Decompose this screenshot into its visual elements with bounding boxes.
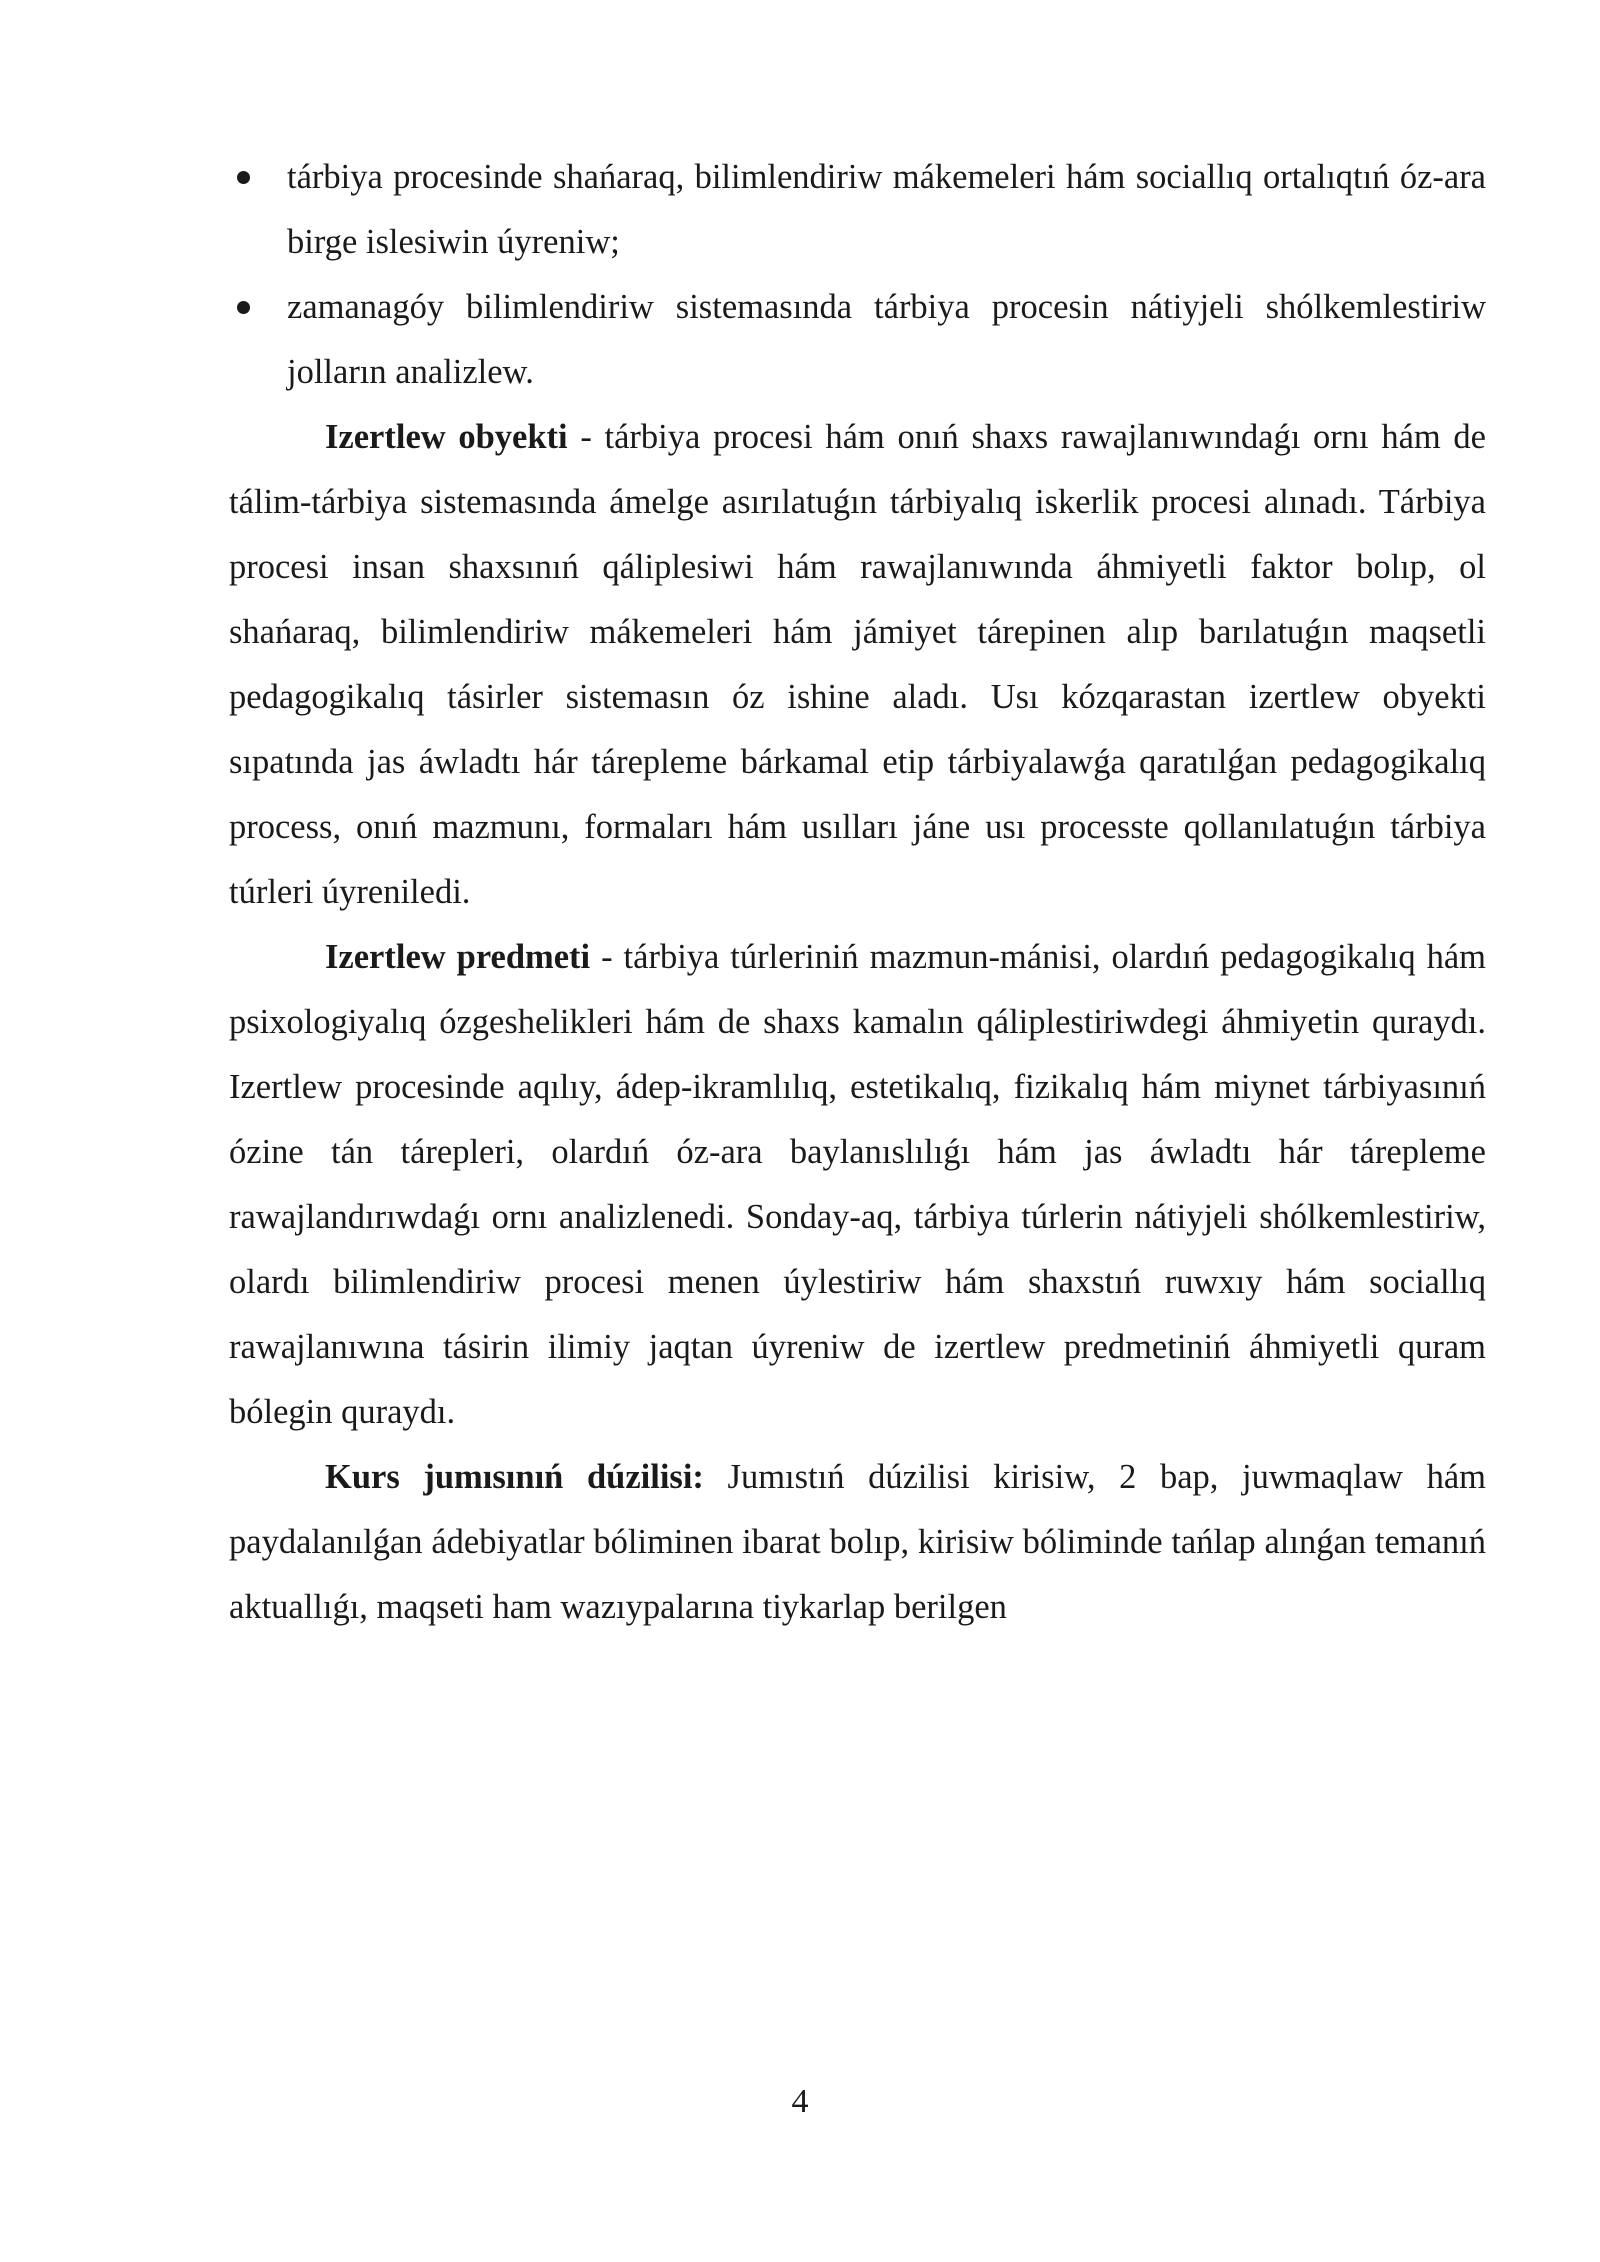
- bullet-text: zamanagóy bilimlendiriw sistemasında tárbiya procesin nátiyjeli shólkemlestiriw jolların analizlew.: [287, 288, 1486, 391]
- bullet-list: [229, 145, 1486, 405]
- research-object-paragraph: [229, 405, 1486, 925]
- bullet-icon: [237, 171, 250, 184]
- bullet-text: tárbiya procesinde shańaraq, bilimlendiriw mákemeleri hám sociallıq ortalıqtıń óz-ara birge islesiwin úyreniw;: [287, 158, 1486, 261]
- list-item: [229, 275, 1486, 405]
- bullet-icon: [237, 301, 250, 314]
- research-subject-text: - tárbiya túrleriniń mazmun-mánisi, olardıń pedagogikalıq hám psixologiyalıq ózgeshelikleri hám de shaxs kamalın qáliplestiriwdegi áhmiyetin quraydı. Izertlew procesinde aqılıy, ádep-ikramlılıq, estetikalıq, fizikalıq hám miynet tárbiyasınıń ózine tán tárepleri, olardıń óz-ara baylanıslılıǵı hám jas áwladtı hár tárepleme rawajlandırıwdaǵı ornı analizlenedi. Sonday-aq, tárbiya túrlerin nátiyjeli shólkemlestiriw, olardı bilimlendiriw procesi menen úylestiriw hám shaxstıń ruwxıy hám sociallıq rawajlanıwına tásirin ilimiy jaqtan úyreniw de izertlew predmetiniń áhmiyetli quram bólegin quraydı.: [229, 938, 1487, 1431]
- course-structure-label: Kurs jumısınıń dúzilisi:: [325, 1458, 704, 1496]
- research-object-text: - tárbiya procesi hám onıń shaxs rawajlanıwındaǵı ornı hám de tálim-tárbiya sistemasında ámelge asırılatuǵın tárbiyalıq iskerlik procesi alınadı. Tárbiya procesi insan shaxsınıń qáliplesiwi hám rawajlanıwında áhmiyetli faktor bolıp, ol shańaraq, bilimlendiriw mákemeleri hám jámiyet tárepinen alıp barılatuǵın maqsetli pedagogikalıq tásirler sistemasın óz ishine aladı. Usı kózqarastan izertlew obyekti sıpatında jas áwladtı hár tárepleme bárkamal etip tárbiyalawǵa qaratılǵan pedagogikalıq process, onıń mazmunı, formaları hám usılları jáne usı processte qollanılatuǵın tárbiya túrleri úyreniledi.: [229, 418, 1486, 911]
- research-object-label: Izertlew obyekti: [325, 418, 568, 456]
- course-structure-paragraph: [229, 1445, 1486, 1640]
- research-subject-paragraph: [229, 925, 1486, 1445]
- page-content: [229, 145, 1486, 1640]
- list-item: [229, 145, 1486, 275]
- course-structure-text: Jumıstıń dúzilisi kirisiw, 2 bap, juwmaqlaw hám paydalanılǵan ádebiyatlar bóliminen ibarat bolıp, kirisiw bóliminde tańlap alınǵan temanıń aktuallıǵı, maqseti ham wazıypalarına tiykarlap berilgen: [229, 1458, 1486, 1626]
- page-number: 4: [791, 2083, 809, 2120]
- research-subject-label: Izertlew predmeti: [325, 938, 591, 976]
